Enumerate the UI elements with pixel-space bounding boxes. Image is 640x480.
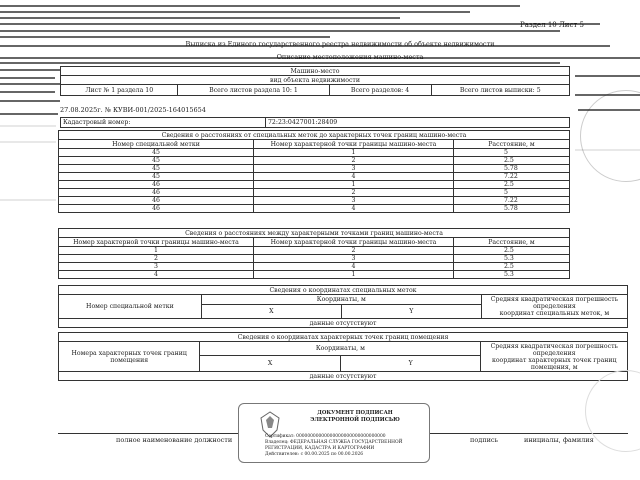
table4-col-points-line1: Номера характерных точек границ [71,349,187,357]
table1-header-3: Расстояние, м [454,140,570,149]
cell: 45 [59,149,254,157]
table1-header-1: Номер специальной метки [59,140,254,149]
table4-col-coords: Координаты, м [200,342,481,356]
sheet-number: Лист № 1 раздела 10 [61,85,178,96]
section-sheet-label: Раздел 10 Лист 5 [520,21,584,29]
table-distances-marks [58,130,570,213]
cell: 45 [59,173,254,181]
signature-caption: подпись [470,436,499,444]
table-row [59,165,570,173]
table4-col-points-line2: помещения [110,356,149,364]
cell: 2.5 [454,157,570,165]
cell: 4 [254,173,454,181]
table-marks-coordinates [58,285,628,328]
table-row [59,197,570,205]
document-subtitle: Описание местоположения машино-места [276,53,424,61]
table-row [59,205,570,213]
table1-title: Сведения о расстояниях от специальных меток до характерных точек границ машино-места [59,131,570,140]
cadastral-label: Кадастровый номер: [61,118,266,128]
cell: 5.3 [454,271,570,279]
table3-col-error-line1: Средняя квадратическая погрешность [490,296,619,303]
table4-col-error-line2: определения [532,349,576,357]
total-sheets-section: Всего листов раздела 10: 1 [178,85,329,96]
table-row [59,173,570,181]
cell: 5 [454,189,570,197]
name-caption: инициалы, фамилия [524,436,594,444]
table-row [59,255,570,263]
document-title: Выписка из Единого государственного реестра недвижимости об объекте недвижимости [185,40,495,48]
cell: 2 [254,189,454,197]
cell: 4 [59,271,254,279]
cell: 5.78 [454,205,570,213]
table4-title: Сведения о координатах характерных точек границ помещения [59,333,628,342]
table-row [59,271,570,279]
stamp-owner: Владелец: ФЕДЕРАЛЬНАЯ СЛУЖБА ГОСУДАРСТВЕННОЙ [265,440,403,445]
cadastral-number: 72:23:0427001:28409 [266,118,570,128]
table4-col-error-line4: помещения, м [530,363,578,371]
table1-header-2: Номер характерной точки границы машино-места [254,140,454,149]
cell: 7.22 [454,173,570,181]
cell: 3 [254,197,454,205]
cell: 1 [254,181,454,189]
stamp-title-1: ДОКУМЕНТ ПОДПИСАН [317,410,393,416]
table4-col-x: X [200,356,341,372]
table2-header-1: Номер характерной точки границы машино-места [59,238,254,247]
cell: 5 [454,149,570,157]
table-row [59,189,570,197]
cell: 7.22 [454,197,570,205]
table3-col-error [481,295,627,319]
cell: 2.5 [454,181,570,189]
table2-header-3: Расстояние, м [454,238,570,247]
table-room-coordinates [58,332,628,381]
table3-col-y: Y [341,305,481,319]
cell: 1 [254,149,454,157]
table4-empty: данные отсутствуют [59,372,628,381]
cell: 46 [59,197,254,205]
cadastral-table [60,117,570,128]
cell: 5.78 [454,165,570,173]
cell: 5.3 [454,255,570,263]
table3-empty: данные отсутствуют [59,319,628,328]
cell: 2 [59,255,254,263]
electronic-signature-stamp [238,403,430,463]
cell: 2.5 [454,263,570,271]
cell: 4 [254,263,454,271]
date-number: 27.08.2025г. № КУВИ-001/2025-164015654 [60,106,206,114]
total-sections: Всего разделов: 4 [329,85,431,96]
table4-col-points [59,342,200,372]
cell: 2.5 [454,247,570,255]
table3-col-coords: Координаты, м [201,295,481,305]
faded-seal [580,90,640,182]
cell: 45 [59,165,254,173]
table-row [59,247,570,255]
cell: 46 [59,181,254,189]
table3-col-error-line2: определения [533,303,576,310]
cell: 2 [254,157,454,165]
total-sheets-extract: Всего листов выписки: 5 [431,85,569,96]
object-type: Машино-место [61,67,570,76]
position-caption: полное наименование должности [116,436,233,444]
stamp-certificate: Сертификат: 00000000000000000000000000000000 [265,434,386,439]
table3-col-mark: Номер специальной метки [59,295,202,319]
table-row [59,181,570,189]
cell: 3 [254,255,454,263]
cell: 3 [254,165,454,173]
table-distances-points [58,228,570,279]
cell: 2 [254,247,454,255]
table2-header-2: Номер характерной точки границы машино-места [254,238,454,247]
table3-col-error-line3: координат специальных меток, м [499,310,610,317]
table3-col-x: X [201,305,341,319]
object-info-table [60,66,570,96]
table-row [59,157,570,165]
object-type-caption: вид объекта недвижимости [61,76,570,85]
cell: 46 [59,189,254,197]
cell: 1 [254,271,454,279]
cell: 3 [59,263,254,271]
table4-col-error-line3: координат характерных точек границ [491,356,617,364]
table4-col-y: Y [340,356,481,372]
table4-col-error [481,342,628,372]
cell: 46 [59,205,254,213]
table4-col-error-line1: Средняя квадратическая погрешность [490,342,618,350]
stamp-owner-2: РЕГИСТРАЦИИ, КАДАСТРА И КАРТОГРАФИИ [265,446,375,451]
table-row [59,149,570,157]
cell: 45 [59,157,254,165]
table2-title: Сведения о расстояниях между характерными точками границ машино-места [59,229,570,238]
stamp-title-2: ЭЛЕКТРОННОЙ ПОДПИСЬЮ [310,417,400,423]
cell: 1 [59,247,254,255]
table-row [59,263,570,271]
table3-title: Сведения о координатах специальных меток [59,286,628,295]
stamp-validity: Действителен: с 00.00.2025 по 00.00.2026 [265,452,364,457]
cell: 4 [254,205,454,213]
